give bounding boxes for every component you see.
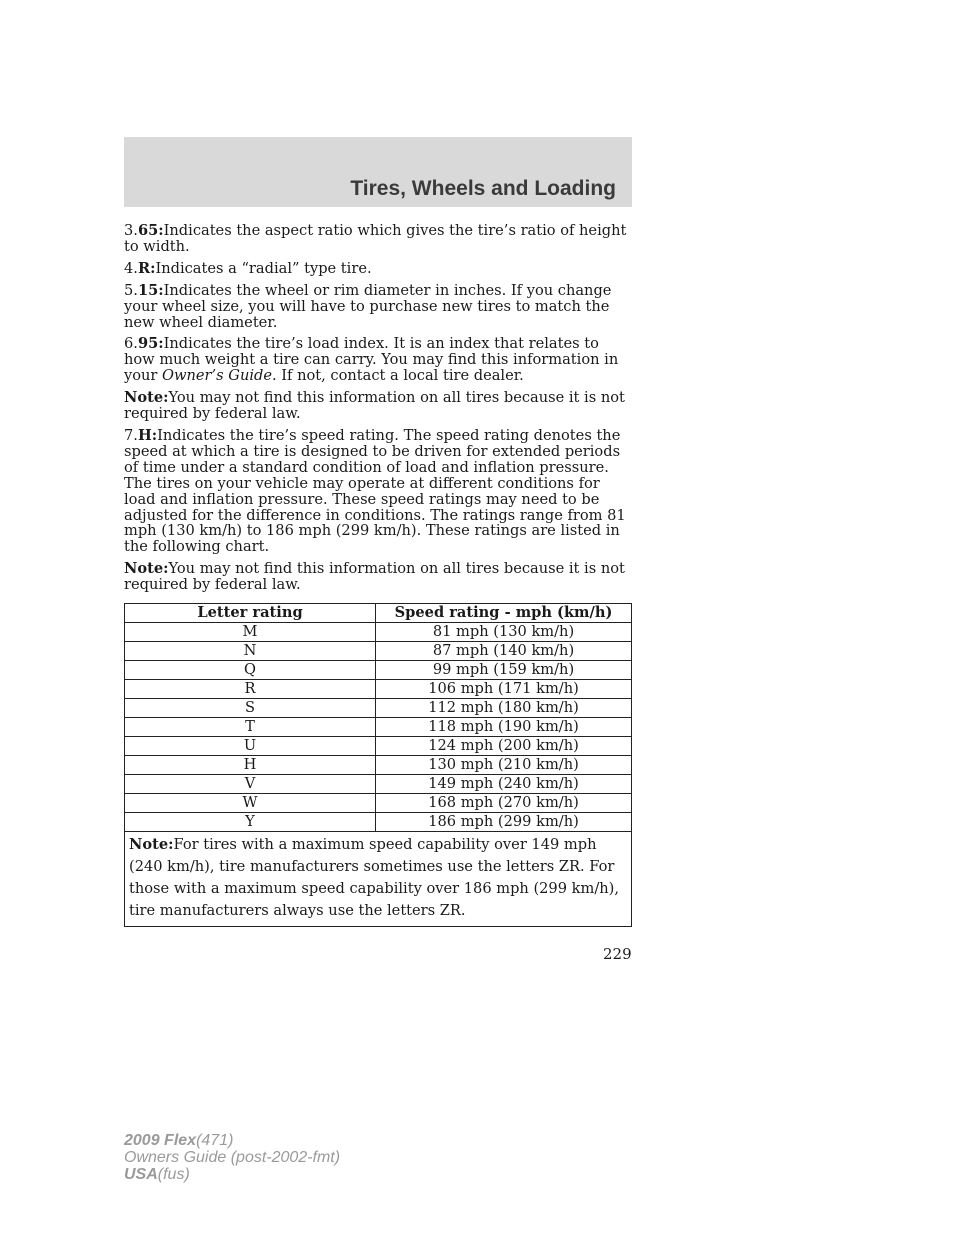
letter-cell: S xyxy=(125,699,376,718)
item-key: 65: xyxy=(137,222,164,239)
item-italic-ref: Owner’s Guide. xyxy=(162,367,277,385)
item-key: H: xyxy=(137,426,158,444)
letter-cell: N xyxy=(125,642,376,661)
item-number: 5. xyxy=(124,281,138,299)
footer-model-code: (471) xyxy=(196,1132,234,1149)
table-row xyxy=(125,737,632,756)
speed-rating-table xyxy=(124,603,632,927)
table-row xyxy=(125,775,632,794)
table-row xyxy=(125,661,632,680)
note-text: You may not find this information on all tires because it is not required by federal law. xyxy=(124,389,625,423)
table-row xyxy=(125,794,632,813)
list-item xyxy=(124,336,634,384)
page-number: 229 xyxy=(603,945,632,963)
table-note-text: For tires with a maximum speed capability over 149 mph (240 km/h), tire manufacturers sometimes use the letters ZR. For those with a maximum speed capability over 186 mph (299 km/h), tire manufacturers always use the letters ZR. xyxy=(129,836,619,920)
document-footer xyxy=(124,1132,340,1183)
letter-cell: Y xyxy=(125,813,376,832)
footer-line xyxy=(124,1132,340,1149)
table-note-row xyxy=(125,832,632,927)
speed-cell: 99 mph (159 km/h) xyxy=(376,661,632,680)
item-key: R: xyxy=(137,259,156,277)
note xyxy=(124,561,634,593)
note-text: You may not find this information on all tires because it is not required by federal law. xyxy=(124,560,625,594)
column-header: Letter rating xyxy=(125,604,376,623)
letter-cell: U xyxy=(125,737,376,756)
item-number: 7. xyxy=(124,426,138,444)
speed-cell: 130 mph (210 km/h) xyxy=(376,756,632,775)
table-row xyxy=(125,718,632,737)
item-text: Indicates a “radial” type tire. xyxy=(155,259,372,277)
item-number: 4. xyxy=(124,259,138,277)
table-row xyxy=(125,699,632,718)
table-note xyxy=(125,832,632,927)
speed-cell: 149 mph (240 km/h) xyxy=(376,775,632,794)
item-text: Indicates the tire’s speed rating. The speed rating denotes the speed at which a tire is designed to be driven for extended periods of time under a standard condition of load and inflation pressure. The tires on your vehicle may operate at different conditions for load and inflation pressure. These speed ratings may need to be adjusted for the difference in conditions. The ratings range from 81 mph (130 km/h) to 186 mph (299 km/h). These ratings are listed in the following chart. xyxy=(124,426,626,556)
item-text: Indicates the aspect ratio which gives the tire’s ratio of height to width. xyxy=(124,222,627,255)
table-row xyxy=(125,756,632,775)
table-header-row xyxy=(125,604,632,623)
speed-cell: 186 mph (299 km/h) xyxy=(376,813,632,832)
note-key: Note: xyxy=(124,389,169,407)
item-text-after: If not, contact a local tire dealer. xyxy=(276,367,524,385)
speed-cell: 124 mph (200 km/h) xyxy=(376,737,632,756)
item-text: Indicates the tire’s load index. It is an index that relates to how much weight a tire can carry. You may find this information in your xyxy=(124,335,619,385)
speed-cell: 168 mph (270 km/h) xyxy=(376,794,632,813)
item-number: 6. xyxy=(124,335,138,353)
section-header xyxy=(124,137,632,207)
letter-cell: V xyxy=(125,775,376,794)
letter-cell: R xyxy=(125,680,376,699)
speed-cell: 81 mph (130 km/h) xyxy=(376,623,632,642)
footer-model: 2009 Flex xyxy=(124,1132,197,1149)
table-row xyxy=(125,642,632,661)
table-row xyxy=(125,813,632,832)
note xyxy=(124,390,634,422)
letter-cell: Q xyxy=(125,661,376,680)
item-number: 3. xyxy=(124,222,138,239)
footer-line: Owners Guide (post-2002-fmt) xyxy=(124,1149,341,1166)
list-item xyxy=(124,223,634,255)
letter-cell: M xyxy=(125,623,376,642)
footer-line xyxy=(124,1166,340,1183)
column-header: Speed rating - mph (km/h) xyxy=(376,604,632,623)
speed-cell: 87 mph (140 km/h) xyxy=(376,642,632,661)
speed-cell: 112 mph (180 km/h) xyxy=(376,699,632,718)
speed-cell: 118 mph (190 km/h) xyxy=(376,718,632,737)
table-row xyxy=(125,680,632,699)
list-item xyxy=(124,261,634,277)
letter-cell: T xyxy=(125,718,376,737)
note-key: Note: xyxy=(124,560,169,578)
list-item xyxy=(124,428,634,555)
item-text: Indicates the wheel or rim diameter in inches. If you change your wheel size, you will have to purchase new tires to match the new wheel diameter. xyxy=(124,281,612,331)
list-item xyxy=(124,283,634,331)
table-note-key: Note: xyxy=(129,836,174,854)
item-key: 15: xyxy=(137,281,164,299)
speed-cell: 106 mph (171 km/h) xyxy=(376,680,632,699)
page-content xyxy=(124,223,634,927)
letter-cell: W xyxy=(125,794,376,813)
footer-market: USA xyxy=(124,1166,158,1183)
item-key: 95: xyxy=(137,335,164,353)
footer-market-code: (fus) xyxy=(157,1166,190,1183)
letter-cell: H xyxy=(125,756,376,775)
section-title: Tires, Wheels and Loading xyxy=(350,177,616,200)
table-row xyxy=(125,623,632,642)
